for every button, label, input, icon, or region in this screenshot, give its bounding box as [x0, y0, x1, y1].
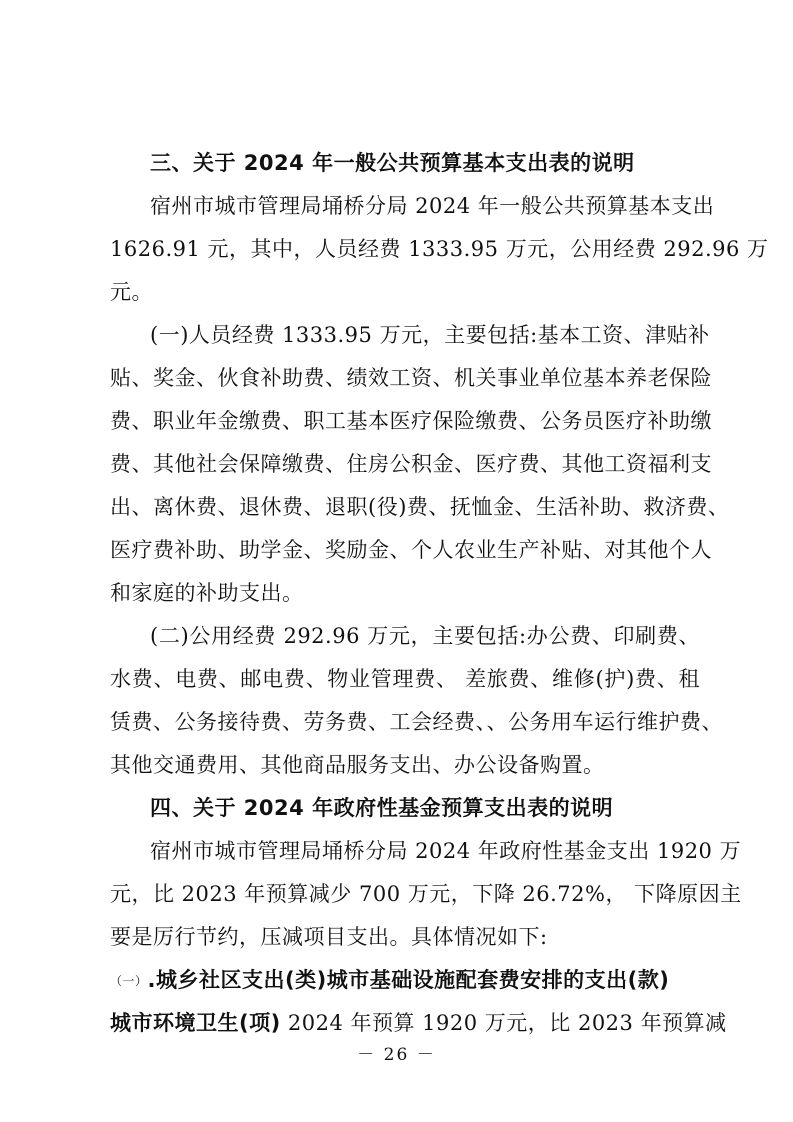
paragraph-line: 费、其他社会保障缴费、住房公积金、医疗费、其他工资福利支 — [110, 452, 712, 476]
item-1-line-1 — [110, 965, 700, 996]
paragraph-line: 其他交通费用、其他商品服务支出、办公设备购置。 — [110, 753, 605, 777]
page-number: － 26 － — [357, 1045, 436, 1065]
item-1-line-2 — [110, 1008, 727, 1038]
paragraph-line: (二)公用经费 292.96 万元，主要包括:办公费、印刷费、 — [150, 624, 700, 648]
paragraph-line: 和家庭的补助支出。 — [110, 581, 304, 605]
paragraph-line: 出、离休费、退休费、退职(役)费、抚恤金、生活补助、救济费、 — [110, 495, 730, 519]
paragraph-line: 要是厉行节约，压减项目支出。具体情况如下: — [110, 925, 548, 949]
paragraph-line: 水费、电费、邮电费、物业管理费、 差旅费、维修(护)费、租 — [110, 667, 700, 691]
item-1-bold-subtitle: 城市环境卫生(项) — [110, 1011, 281, 1035]
paragraph-line: 宿州市城市管理局埇桥分局 2024 年一般公共预算基本支出 — [150, 194, 715, 218]
paragraph-line: 元。 — [110, 280, 153, 304]
paragraph-line: 贴、奖金、伙食补助费、绩效工资、机关事业单位基本养老保险 — [110, 366, 712, 390]
item-1-prefix: （一） — [110, 974, 148, 988]
paragraph-line: 1626.91 元，其中，人员经费 1333.95 万元，公用经费 292.96 万 — [110, 237, 769, 261]
section-4-heading: 四、关于 2024 年政府性基金预算支出表的说明 — [150, 796, 614, 820]
paragraph-line: 医疗费补助、助学金、奖励金、个人农业生产补贴、对其他个人 — [110, 538, 712, 562]
paragraph-line: 费、职业年金缴费、职工基本医疗保险缴费、公务员医疗补助缴 — [110, 409, 712, 433]
paragraph-line: (一)人员经费 1333.95 万元，主要包括:基本工资、津贴补 — [150, 323, 710, 347]
paragraph-line: 赁费、公务接待费、劳务费、工会经费、、公务用车运行维护费、 — [110, 710, 723, 734]
paragraph-line: 宿州市城市管理局埇桥分局 2024 年政府性基金支出 1920 万 — [150, 839, 742, 863]
section-3-heading: 三、关于 2024 年一般公共预算基本支出表的说明 — [150, 151, 635, 175]
paragraph-line: 元，比 2023 年预算减少 700 万元，下降 26.72%， 下降原因主 — [110, 882, 742, 906]
item-1-text: 2024 年预算 1920 万元，比 2023 年预算减 — [280, 1011, 727, 1035]
item-1-bold-title: .城乡社区支出(类)城市基础设施配套费安排的支出(款) — [147, 968, 670, 992]
